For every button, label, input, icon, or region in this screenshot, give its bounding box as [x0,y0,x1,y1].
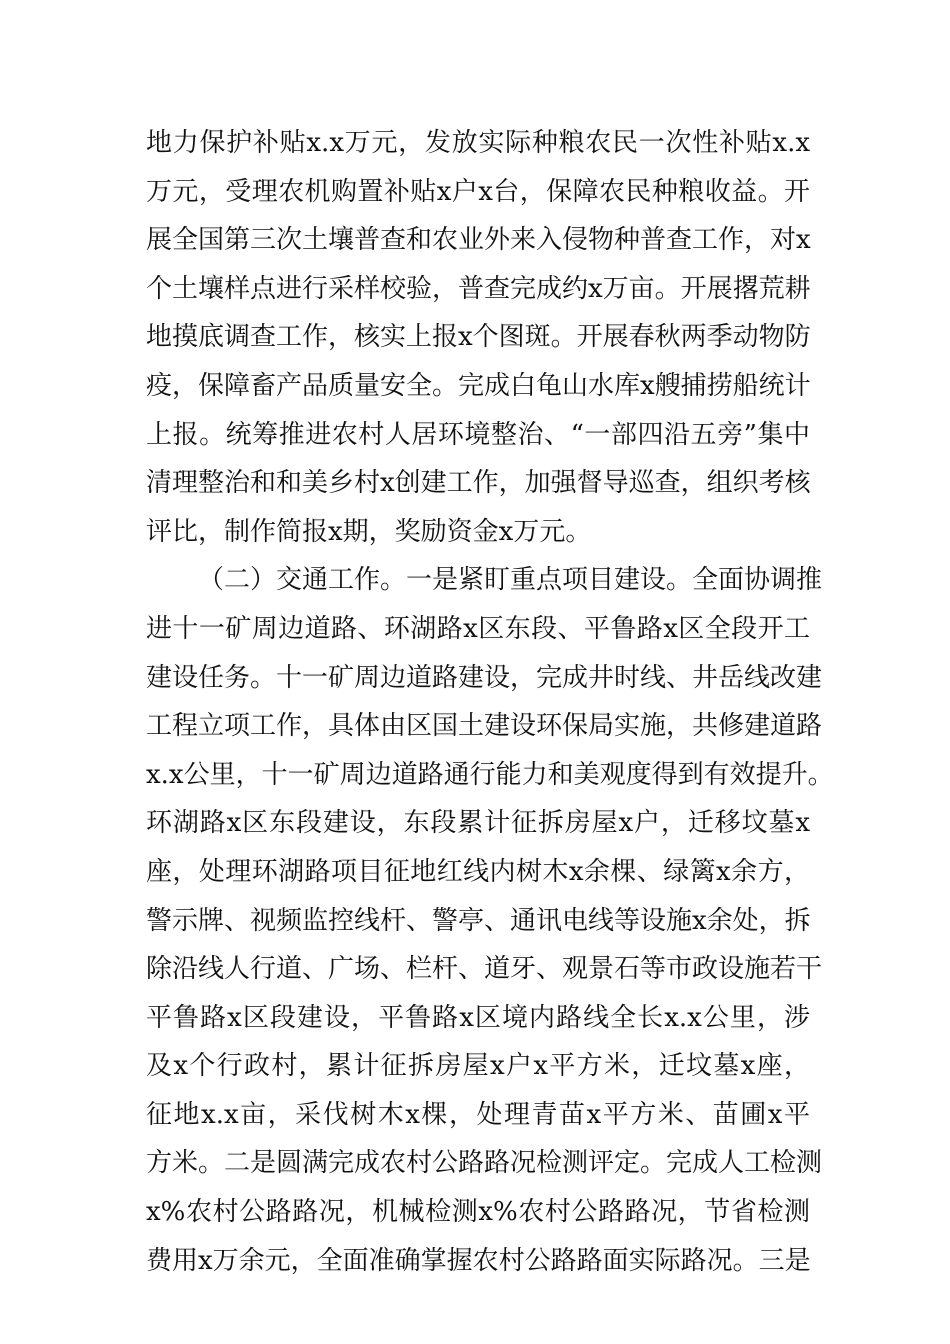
text-line: x.x公里，十一矿周边道路通行能力和美观度得到有效提升。 [146,759,834,790]
section-heading-line: （二）交通工作。一是紧盯重点项目建设。全面协调推 [198,565,823,596]
text-line: 万元，受理农机购置补贴x户x台，保障农民种粮收益。开 [146,176,810,207]
text-line: 座，处理环湖路项目征地红线内树木x余棵、绿篱x余方， [146,856,810,887]
text-line: 工程立项工作，具体由区国土建设环保局实施，共修建道路 [146,711,823,742]
text-line: 征地x.x亩，采伐树木x棵，处理青苗x平方米、苗圃x平 [146,1099,810,1130]
text-line: 进十一矿周边道路、环湖路x区东段、平鲁路x区全段开工 [146,613,810,644]
text-line: 及x个行政村，累计征拆房屋x户x平方米，迁坟墓x座， [146,1051,810,1082]
text-line: 警示牌、视频监控线杆、警亭、通讯电线等设施x余处，拆 [146,905,811,936]
text-line: 平鲁路x区段建设，平鲁路x区境内路线全长x.x公里，涉 [146,1002,810,1033]
text-line: 上报。统筹推进农村人居环境整治、“一部四沿五旁”集中 [146,419,810,450]
text-line: x%农村公路路况，机械检测x%农村公路路况，节省检测 [146,1197,810,1228]
text-line: 清理整治和和美乡村x创建工作，加强督导巡查，组织考核 [146,468,811,499]
text-line: 方米。二是圆满完成农村公路路况检测评定。完成人工检测 [146,1148,823,1179]
text-line: 地力保护补贴x.x万元，发放实际种粮农民一次性补贴x.x [146,128,810,158]
text-line: 展全国第三次土壤普查和农业外来入侵物种普查工作，对x [146,225,811,256]
text-line: 建设任务。十一矿周边道路建设，完成井时线、井岳线改建 [146,662,823,693]
document-body [146,119,834,1285]
transport-paragraph [146,556,834,1285]
text-line: 地摸底调查工作，核实上报x个图斑。开展春秋两季动物防 [146,322,811,353]
agriculture-paragraph [146,119,810,556]
text-line: 疫，保障畜产品质量安全。完成白龟山水库x艘捕捞船统计 [146,370,811,401]
text-line: 评比，制作简报x期，奖励资金x万元。 [146,516,592,547]
text-line: 个土壤样点进行采样校验，普查完成约x万亩。开展撂荒耕 [146,273,811,304]
text-line: 除沿线人行道、广场、栏杆、道牙、观景石等市政设施若干 [146,954,823,985]
text-line: 费用x万余元，全面准确掌握农村公路路面实际路况。三是 [146,1245,811,1276]
text-line: 环湖路x区东段建设，东段累计征拆房屋x户，迁移坟墓x [146,808,810,839]
